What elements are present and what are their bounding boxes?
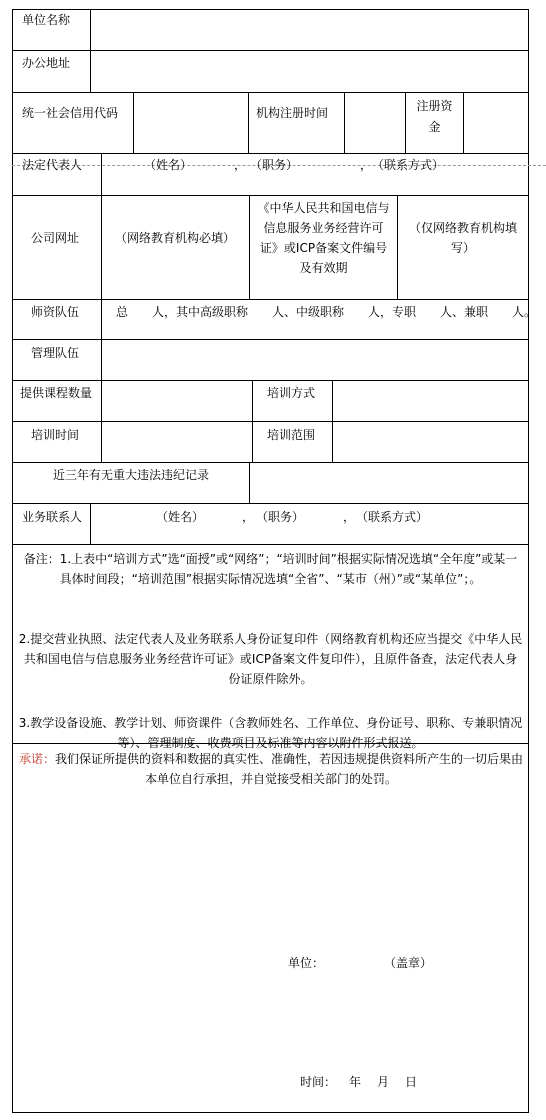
online-only-note bbox=[398, 218, 528, 258]
unit-name-field[interactable] bbox=[91, 10, 528, 50]
teachers-detail: 总 人，其中高级职称 人、中级职称 人，专职 人、兼职 人。 bbox=[116, 305, 537, 319]
year-label: 年 bbox=[349, 1075, 362, 1089]
online-only-line1: （仅网络教育机构填 bbox=[408, 221, 517, 235]
col-line bbox=[252, 380, 253, 462]
license-text bbox=[250, 198, 397, 278]
contact-contact: （联系方式） bbox=[356, 510, 429, 524]
legal-rep-name: （姓名） bbox=[144, 158, 193, 172]
office-address-label: 办公地址 bbox=[22, 56, 71, 70]
unit-name-label: 单位名称 bbox=[22, 13, 71, 27]
col-line bbox=[90, 503, 91, 544]
training-mode-label: 培训方式 bbox=[267, 386, 316, 400]
training-time-label: 培训时间 bbox=[31, 428, 80, 442]
legal-rep-contact: （联系方式） bbox=[372, 158, 445, 172]
course-count-label: 提供课程数量 bbox=[20, 386, 93, 400]
contact-sep1: ， bbox=[242, 510, 255, 524]
time-label: 时间： bbox=[300, 1075, 337, 1089]
row-line bbox=[12, 195, 529, 196]
registered-capital-line2: 金 bbox=[428, 120, 441, 134]
legal-rep-sep2: ， bbox=[360, 158, 373, 172]
credit-code-label: 统一社会信用代码 bbox=[22, 106, 119, 120]
violations-field[interactable] bbox=[250, 463, 528, 503]
website-label: 公司网址 bbox=[31, 231, 80, 245]
registered-capital-line1: 注册资 bbox=[416, 99, 453, 113]
registered-capital-field[interactable] bbox=[464, 93, 528, 153]
border-right bbox=[528, 9, 529, 1113]
border-bottom bbox=[12, 1112, 529, 1113]
online-only-line2: 写） bbox=[450, 241, 475, 255]
row-line bbox=[12, 544, 529, 545]
commitment-label: 承诺： bbox=[18, 752, 55, 766]
contact-name: （姓名） bbox=[156, 510, 205, 524]
day-label: 日 bbox=[405, 1075, 418, 1089]
registered-capital-label bbox=[406, 96, 463, 138]
management-label: 管理队伍 bbox=[31, 346, 80, 360]
registration-time-field[interactable] bbox=[345, 93, 405, 153]
course-count-field[interactable] bbox=[102, 381, 252, 421]
note-2: 2.提交营业执照、法定代表人及业务联系人身份证复印件（网络教育机构还应当提交《中华人民共和国电信与信息服务业务经营许可证》或ICP备案文件复印件），且原件备查，法定代表人身份证原件除外。 bbox=[18, 632, 523, 686]
office-address-field[interactable] bbox=[91, 51, 528, 92]
legal-rep-position: （职务） bbox=[250, 158, 299, 172]
license-line2: 信息服务业务经营许可 bbox=[263, 221, 384, 235]
credit-code-field[interactable] bbox=[134, 93, 248, 153]
management-field[interactable] bbox=[102, 340, 528, 380]
row-line bbox=[12, 92, 529, 93]
contact-label: 业务联系人 bbox=[22, 510, 83, 524]
training-scope-field[interactable] bbox=[333, 422, 528, 462]
seal-label: （盖章） bbox=[384, 956, 433, 970]
month-label: 月 bbox=[377, 1075, 390, 1089]
border-left bbox=[12, 9, 13, 1113]
training-scope-label: 培训范围 bbox=[267, 428, 316, 442]
license-line4: 及有效期 bbox=[299, 261, 348, 275]
note-1: 备注：1.上表中“培训方式”选“面授”或“网络”；“培训时间”根据实际情况选填“全年度”或某一具体时间段；“培训范围”根据实际情况选填“全省”、“某市（州）”或“某单位”；。 bbox=[23, 552, 518, 586]
note-3: 3.教学设备设施、教学计划、师资课件（含教师姓名、工作单位、身份证号、职称、专兼职情况等）、管理制度、收费项目及标准等内容以附件形式报送。 bbox=[18, 716, 523, 750]
training-mode-field[interactable] bbox=[333, 381, 528, 421]
violations-label: 近三年有无重大违法违纪记录 bbox=[53, 468, 210, 482]
contact-position: （职务） bbox=[256, 510, 305, 524]
row-line bbox=[12, 299, 529, 300]
unit-label: 单位： bbox=[288, 956, 325, 970]
license-line1: 《中华人民共和国电信与 bbox=[257, 201, 390, 215]
website-note: （网络教育机构必填） bbox=[115, 231, 236, 245]
teachers-label: 师资队伍 bbox=[31, 305, 80, 319]
contact-sep2: ， bbox=[343, 510, 356, 524]
legal-rep-label: 法定代表人 bbox=[22, 158, 83, 172]
commitment-body: 我们保证所提供的资料和数据的真实性、准确性，若因违规提供资料所产生的一切后果由本单位自行承担，并自觉接受相关部门的处罚。 bbox=[55, 752, 524, 786]
license-line3: 证》或ICP备案文件编号 bbox=[259, 241, 388, 255]
registration-time-label: 机构注册时间 bbox=[256, 106, 329, 120]
col-line bbox=[248, 92, 249, 153]
commitment-text bbox=[16, 749, 526, 789]
legal-rep-sep1: ， bbox=[234, 158, 247, 172]
row-line bbox=[12, 153, 529, 154]
training-time-field[interactable] bbox=[102, 422, 252, 462]
